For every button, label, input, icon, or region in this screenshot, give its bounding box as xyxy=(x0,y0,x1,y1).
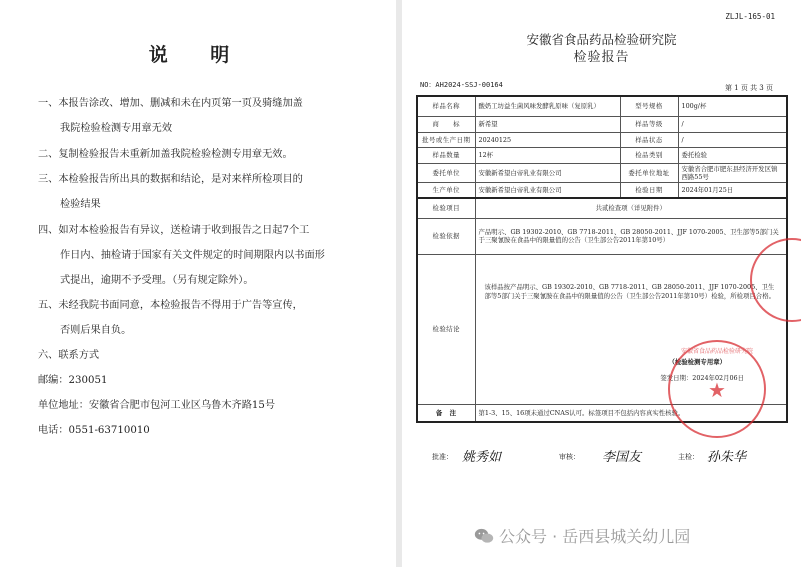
seal-text: 安徽省食品药品检验研究院 xyxy=(680,348,753,355)
notice-line: 一、本报告涂改、增加、删减和未在内页第一页及骑缝加盖 xyxy=(38,98,303,109)
cell-label: 备 注 xyxy=(417,404,475,422)
contact-phone: 电话：0551-63710010 xyxy=(38,425,150,436)
notice-line: 六、联系方式 xyxy=(38,350,100,361)
contact-postcode: 邮编：230051 xyxy=(38,375,108,386)
test-items: 共贰检查项（详见附件） xyxy=(475,198,787,218)
notice-line: 二、复制检验报告未重新加盖我院检验检测专用章无效。 xyxy=(38,149,293,160)
notice-line: 五、未经我院书面同意，本检验报告不得用于广告等宣传， xyxy=(38,300,303,311)
seal-star-icon: ★ xyxy=(708,378,726,402)
producer: 安徽新希望白帝乳业有限公司 xyxy=(475,182,620,198)
cell-label: 商 标 xyxy=(417,116,475,132)
quantity: 12杯 xyxy=(475,147,620,163)
cell-label: 样品状态 xyxy=(620,132,678,147)
cell-label: 型号规格 xyxy=(620,96,678,116)
approve-label: 批准： xyxy=(432,453,453,461)
contact-address: 单位地址：安徽省合肥市包河工业区乌鲁木齐路15号 xyxy=(38,400,276,411)
wechat-icon xyxy=(474,526,494,546)
report-title: 检验报告 xyxy=(573,50,630,65)
report-page xyxy=(402,0,801,567)
cell-label: 检验依据 xyxy=(417,218,475,254)
approve-signature: 姚秀如 xyxy=(462,450,502,465)
notice-page xyxy=(0,0,397,567)
notice-line: 式提出，逾期不予受理。（另有规定除外）。 xyxy=(60,275,254,286)
page-info: 第 1 页 共 3 页 xyxy=(724,84,773,92)
cell-label: 批号或生产日期 xyxy=(417,132,475,147)
client: 安徽新希望白帝乳业有限公司 xyxy=(475,163,620,182)
stamp-caption: （检验检测专用章） xyxy=(668,357,726,366)
cell-label: 检验项目 xyxy=(417,198,475,218)
report-number: NO：AH2024-SSJ-00164 xyxy=(420,81,503,89)
batch: 20240125 xyxy=(475,132,620,147)
grade: / xyxy=(678,116,787,132)
review-label: 审核： xyxy=(559,453,580,461)
notice-line: 检验结果 xyxy=(60,199,101,210)
cell-label: 委托单位 xyxy=(417,163,475,182)
review-signature: 李国友 xyxy=(602,450,642,465)
official-seal xyxy=(668,340,766,438)
notice-line: 三、本检验报告所出具的数据和结论，是对来样所检项目的 xyxy=(38,174,303,185)
cell-label: 委托单位地址 xyxy=(620,163,678,182)
notice-title: 说 明 xyxy=(148,44,248,66)
institute-name: 安徽省食品药品检验研究院 xyxy=(526,32,677,47)
cell-label: 检验结论 xyxy=(417,254,475,404)
client-address: 安徽省合肥市肥东县经济开发区镇西路55号 xyxy=(678,163,787,182)
sample-spec: 100g/杯 xyxy=(678,96,787,116)
conclusion-text: 该样品按产品明示、GB 19302-2010、GB 7718-2011、GB 28050-2011、JJF 1070-2005、卫生部等5部门关于三聚氰胺在食品中的限量值的公告（卫生部公告2011年第10号）检验，所检项目合格。 xyxy=(484,282,775,300)
tester-label: 主检： xyxy=(678,453,699,461)
test-date: 2024年01月25日 xyxy=(678,182,787,198)
cell-label: 生产单位 xyxy=(417,182,475,198)
doc-code: ZLJL-165-01 xyxy=(725,12,775,21)
brand: 新希望 xyxy=(475,116,620,132)
cell-label: 样品名称 xyxy=(417,96,475,116)
issue-date: 2024年02月06日 xyxy=(692,373,744,382)
cell-label: 检验日期 xyxy=(620,182,678,198)
cell-label: 样品等级 xyxy=(620,116,678,132)
issue-date-label: 签发日期： xyxy=(660,373,693,382)
cell-label: 样品数量 xyxy=(417,147,475,163)
sample-status: / xyxy=(678,132,787,147)
notice-line: 我院检验检测专用章无效 xyxy=(60,123,173,134)
cell-label: 检品类别 xyxy=(620,147,678,163)
notice-line: 四、如对本检验报告有异议，送检请于收到报告之日起7个工 xyxy=(38,225,310,236)
sample-name: 酸奶工坊益生菌风味发酵乳原味（复原乳） xyxy=(475,96,620,116)
category: 委托检验 xyxy=(678,147,787,163)
notice-line: 否则后果自负。 xyxy=(60,325,132,336)
notice-line: 作日内、抽检请于国家有关文件规定的时间期限内以书面形 xyxy=(60,250,325,261)
remarks: 第1-3、15、16项未通过CNAS认可。标签项目不包括内容真实性核验。 xyxy=(475,404,787,422)
watermark-text: 公众号 · 岳西县城关幼儿园 xyxy=(499,527,691,546)
watermark xyxy=(474,524,690,547)
test-basis: 产品明示、GB 19302-2010、GB 7718-2011、GB 28050-2011、JJF 1070-2005、卫生部等5部门关于三聚氰胺在食品中的限量值的公告（卫生部公告2011年第10号） xyxy=(475,218,787,254)
tester-signature: 孙朱华 xyxy=(707,450,747,465)
